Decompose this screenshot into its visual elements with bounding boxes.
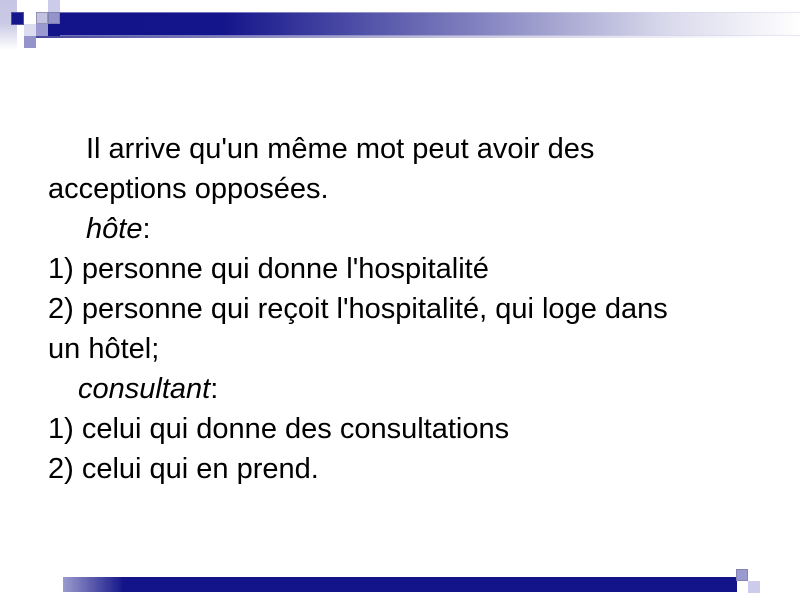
left-gradient-strip <box>0 0 17 52</box>
pixel-square-mini-strip <box>48 0 60 12</box>
slide-body-text <box>48 129 758 489</box>
word-consultant-italic: consultant <box>78 373 211 405</box>
word-consultant <box>48 369 758 409</box>
header-gradient-bar <box>60 12 800 36</box>
intro-line-2: acceptions opposées. <box>48 173 329 205</box>
footer-pixel-square-pale <box>748 581 760 593</box>
hote-definition-2-cont: un hôtel; <box>48 333 160 365</box>
footer-navy-bar <box>63 577 737 592</box>
word-hote-italic: hôte <box>86 213 143 245</box>
hote-definition-1: 1) personne qui donne l'hospitalité <box>48 253 489 285</box>
pixel-square-periwinkle <box>48 12 60 24</box>
header-underline <box>36 36 800 38</box>
pixel-square-navy <box>11 12 24 25</box>
pixel-square-pale <box>24 24 36 36</box>
hote-definition-2: 2) personne qui reçoit l'hospitalité, qui loge dans <box>48 293 668 325</box>
pixel-square-periwinkle <box>36 24 48 36</box>
word-consultant-colon: : <box>210 373 219 405</box>
intro-line-1: Il arrive qu'un même mot peut avoir des <box>86 133 595 165</box>
header-bar-step <box>48 24 60 36</box>
pixel-square-lavender <box>36 12 48 24</box>
word-hote <box>48 209 758 249</box>
footer-pixel-square-periwinkle <box>736 569 748 581</box>
consultant-definition-1: 1) celui qui donne des consultations <box>48 413 510 445</box>
consultant-definition-2: 2) celui qui en prend. <box>48 453 319 485</box>
word-hote-colon: : <box>142 213 151 245</box>
pixel-square-periwinkle <box>24 36 36 48</box>
